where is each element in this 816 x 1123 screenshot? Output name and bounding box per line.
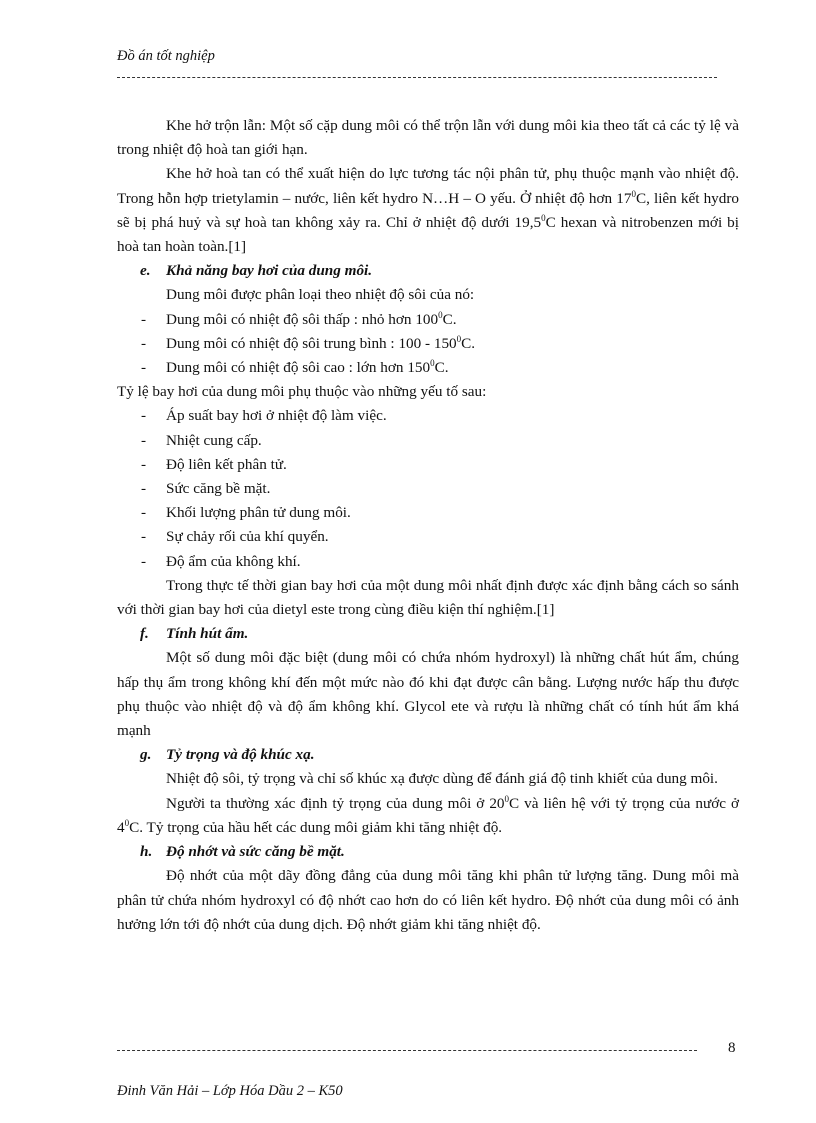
paragraph-classification-intro: Dung môi được phân loại theo nhiệt độ sôi của nó: bbox=[166, 286, 475, 304]
list-item-text: Dung môi có nhiệt độ sôi cao : lớn hơn $150^0C$. bbox=[166, 358, 449, 377]
list-item-text: Sức căng bề mặt. bbox=[166, 480, 271, 498]
list-item bbox=[117, 356, 739, 380]
section-letter: f. bbox=[140, 625, 149, 643]
list-dash: - bbox=[141, 310, 147, 328]
section-title: Độ nhớt và sức căng bề mặt. bbox=[166, 843, 345, 861]
list-dash: - bbox=[141, 504, 147, 522]
page-number: 8 bbox=[728, 1040, 736, 1056]
header-divider bbox=[117, 77, 717, 78]
section-letter: h. bbox=[140, 843, 153, 861]
page-body bbox=[117, 114, 739, 937]
paragraph-rate-intro: Tỷ lệ bay hơi của dung môi phụ thuộc vào những yếu tố sau: bbox=[117, 383, 487, 401]
header-title: Đồ án tốt nghiệp bbox=[117, 48, 215, 64]
paragraph-density: Người ta thường xác định tỷ trọng của dung môi ở $20^0C$ và liên hệ với tỷ trọng của nước ở $4^0C$. Tỷ trọng của hầu hết các dung môi giảm khi tăng nhiệt độ. bbox=[117, 793, 740, 836]
section-heading-e bbox=[117, 259, 739, 283]
list-item-text: Dung môi có nhiệt độ sôi trung bình : $100 - 150^0C$. bbox=[166, 333, 476, 352]
list-dash: - bbox=[141, 407, 147, 425]
list-item bbox=[117, 477, 739, 501]
section-heading-f bbox=[117, 622, 739, 646]
superscript-degree: 0 bbox=[504, 793, 510, 804]
list-item bbox=[117, 332, 739, 356]
list-item-text: Khối lượng phân tử dung môi. bbox=[166, 504, 351, 522]
list-dash: - bbox=[141, 431, 147, 449]
section-title: Tính hút ẩm. bbox=[166, 625, 249, 643]
superscript-degree: 0 bbox=[631, 188, 636, 199]
list-item-text: Độ liên kết phân tử. bbox=[166, 455, 287, 473]
superscript-degree: 0 bbox=[124, 817, 130, 828]
list-item bbox=[117, 525, 739, 549]
list-item bbox=[117, 453, 739, 477]
section-letter: e. bbox=[140, 262, 151, 280]
section-heading-h bbox=[117, 840, 739, 864]
list-dash: - bbox=[141, 455, 147, 473]
paragraph-purity: Nhiệt độ sôi, tỷ trọng và chỉ số khúc xạ được dùng để đánh giá độ tinh khiết của dung môi. bbox=[166, 770, 718, 788]
list-item-text: Sự chảy rối của khí quyển. bbox=[166, 528, 329, 546]
list-item bbox=[117, 501, 739, 525]
list-item-text: Áp suất bay hơi ở nhiệt độ làm việc. bbox=[166, 407, 387, 425]
section-heading-g bbox=[117, 743, 739, 767]
list-dash: - bbox=[141, 528, 147, 546]
paragraph-hygroscopicity: Một số dung môi đặc biệt (dung môi có chứa nhóm hydroxyl) là những chất hút ẩm, chúng hấp thụ ẩm trong không khí đến một mức nào đó khi đạt được cân bằng. Lượng nước hấp thu được phụ thuộc vào nhiệt độ và độ ẩm không khí. Glycol ete và rượu là những chất có tính hút ẩm khá mạnh bbox=[117, 649, 739, 740]
list-dash: - bbox=[141, 359, 147, 377]
section-letter: g. bbox=[140, 746, 152, 764]
footer-divider bbox=[117, 1050, 697, 1051]
paragraph-evaporation-time: Trong thực tế thời gian bay hơi của một dung môi nhất định được xác định bằng cách so sánh với thời gian bay hơi của dietyl este trong cùng điều kiện thí nghiệm.[1] bbox=[117, 576, 739, 619]
paragraph-viscosity: Độ nhớt của một dãy đồng đẳng của dung môi tăng khi phân tử lượng tăng. Dung môi mà phân tử chứa nhóm hydroxyl có độ nhớt cao hơn do có liên kết hydro. Độ nhớt của dung môi có ảnh hưởng lớn tới độ nhớt của dung dịch. Độ nhớt giảm khi tăng nhiệt độ. bbox=[117, 867, 739, 933]
section-title: Tỷ trọng và độ khúc xạ. bbox=[166, 746, 315, 764]
superscript-degree: 0 bbox=[541, 212, 546, 223]
list-item bbox=[117, 404, 739, 428]
paragraph-dissolution-gap: Khe hở hoà tan có thể xuất hiện do lực tương tác nội phân tử, phụ thuộc mạnh vào nhiệt độ. Trong hỗn hợp trietylamin – nước, liên kết hydro N…H – O yếu. Ở nhiệt độ hơn $17^0C$, liên kết hydro sẽ bị phá huỷ và sự hoà tan không xảy ra. Chỉ ở nhiệt độ dưới 19,5$^0$C hexan và nitrobenzen mới bị hoà tan hoàn toàn.[1] bbox=[117, 165, 739, 256]
footer-author: Đinh Văn Hải – Lớp Hóa Dầu 2 – K50 bbox=[117, 1083, 343, 1099]
list-dash: - bbox=[141, 480, 147, 498]
list-item-text: Dung môi có nhiệt độ sôi thấp : nhỏ hơn $100^0C$. bbox=[166, 309, 457, 328]
list-item bbox=[117, 429, 739, 453]
list-item-text: Nhiệt cung cấp. bbox=[166, 431, 262, 449]
list-item bbox=[117, 308, 739, 332]
list-dash: - bbox=[141, 552, 147, 570]
section-title: Khả năng bay hơi của dung môi. bbox=[166, 262, 373, 280]
list-item-text: Độ ẩm của không khí. bbox=[166, 552, 301, 570]
list-dash: - bbox=[141, 334, 147, 352]
paragraph-mixing-gap: Khe hở trộn lẫn: Một số cặp dung môi có thể trộn lẫn với dung môi kia theo tất cả các tỷ lệ và trong nhiệt độ hoà tan giới hạn. bbox=[117, 117, 739, 159]
list-item bbox=[117, 550, 739, 574]
